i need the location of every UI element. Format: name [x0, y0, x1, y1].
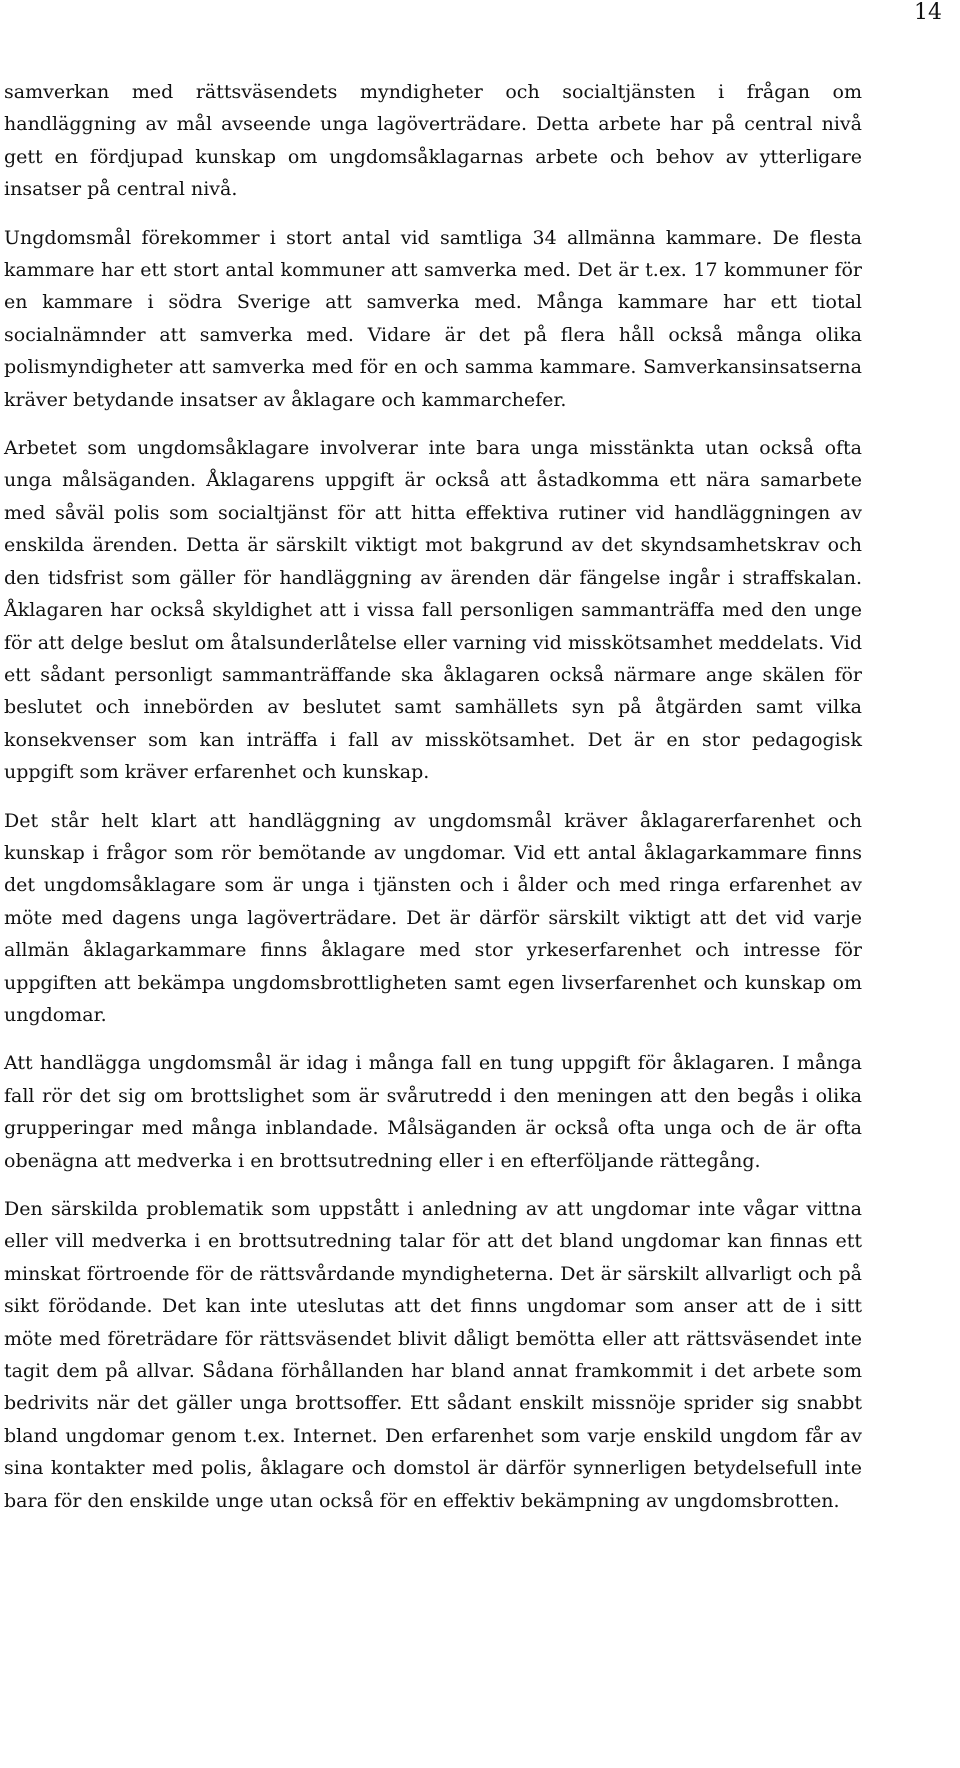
paragraph-6: Den särskilda problematik som uppstått i anledning av att ungdomar inte vågar vittna eller vill medverka i en brottsutredning talar för att det bland ungdomar kan finnas ett minskat förtroende för de rättsvårdande myndigheterna. Det är särskilt allvarligt och på sikt förödande. Det kan inte uteslutas att det finns ungdomar som anser att de i sitt möte med företrädare för rättsväsendet blivit dåligt bemötta eller att rättsväsendet inte tagit dem på allvar. Sådana förhållanden har bland annat framkommit i det arbete som bedrivits när det gäller unga brottsoffer. Ett sådant enskilt missnöje sprider sig snabbt bland ungdomar genom t.ex. Internet. Den erfarenhet som varje enskild ungdom får av sina kontakter med polis, åklagare och domstol är därför synnerligen betydelsefull inte bara för den enskilde unge utan också för en effektiv bekämpning av ungdomsbrotten. [4, 1198, 862, 1512]
page-number: 14 [914, 0, 942, 25]
paragraph-4: Det står helt klart att handläggning av ungdomsmål kräver åklagarerfarenhet och kunskap i frågor som rör bemötande av ungdomar. Vid ett antal åklagarkammare finns det ungdomsåklagare som är unga i tjänsten och i ålder och med ringa erfarenhet av möte med dagens unga lagöverträdare. Det är därför särskilt viktigt att det vid varje allmän åklagarkammare finns åklagare med stor yrkeserfarenhet och intresse för uppgiften att bekämpa ungdomsbrottligheten samt egen livserfarenhet och kunskap om ungdomar. [4, 809, 862, 1026]
body-text [4, 76, 862, 1517]
paragraph-1: samverkan med rättsväsendets myndigheter och socialtjänsten i frågan om handläggning av mål avseende unga lagöverträdare. Detta arbete har på central nivå gett en fördjupad kunskap om ungdomsåklagarnas arbete och behov av ytterligare insatser på central nivå. [4, 81, 862, 201]
paragraph-2: Ungdomsmål förekommer i stort antal vid samtliga 34 allmänna kammare. De flesta kammare har ett stort antal kommuner att samverka med. Det är t.ex. 17 kommuner för en kammare i södra Sverige att samverka med. Många kammare har ett tiotal socialnämnder att samverka med. Vidare är det på flera håll också många olika polismyndigheter att samverka med för en och samma kammare. Samverkansinsatserna kräver betydande insatser av åklagare och kammarchefer. [4, 226, 862, 411]
paragraph-5: Att handlägga ungdomsmål är idag i många fall en tung uppgift för åklagaren. I många fall rör det sig om brottslighet som är svårutredd i den meningen att den begås i olika grupperingar med många inblandade. Målsäganden är också ofta unga och de är ofta obenägna att medverka i en brottsutredning eller i en efterföljande rättegång. [4, 1052, 862, 1172]
paragraph-3: Arbetet som ungdomsåklagare involverar inte bara unga misstänkta utan också ofta unga målsäganden. Åklagarens uppgift är också att åstadkomma ett nära samarbete med såväl polis som socialtjänst för att hitta effektiva rutiner vid handläggningen av enskilda ärenden. Detta är särskilt viktigt mot bakgrund av det skyndsamhetskrav och den tidsfrist som gäller för handläggning av ärenden där fängelse ingår i straffskalan. Åklagaren har också skyldighet att i vissa fall personligen sammanträffa med den unge för att delge beslut om åtalsunderlåtelse eller varning vid misskötsamhet meddelats. Vid ett sådant personligt sammanträffande ska åklagaren också närmare ange skälen för beslutet och innebörden av beslutet samt samhällets syn på åtgärden samt vilka konsekvenser som kan inträffa i fall av misskötsamhet. Det är en stor pedagogisk uppgift som kräver erfarenhet och kunskap. [4, 437, 862, 784]
